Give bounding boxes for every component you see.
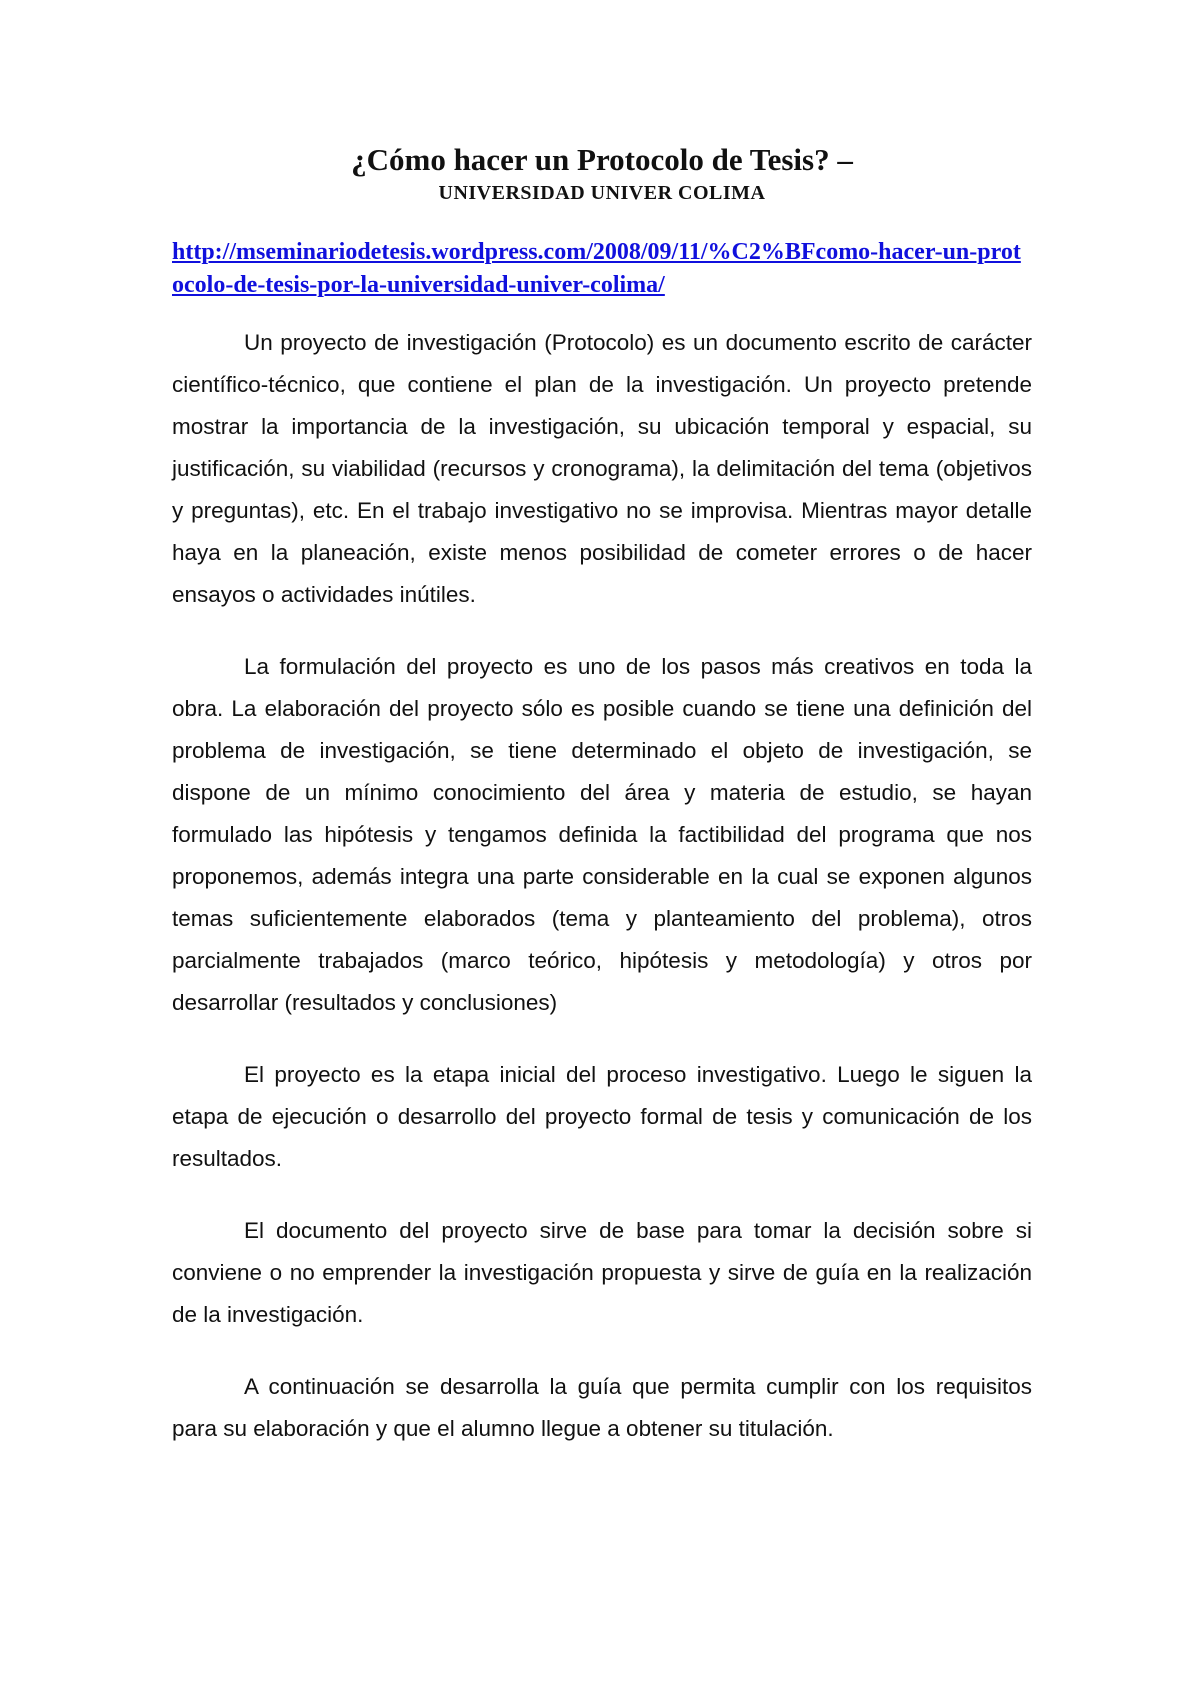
paragraph-5: A continuación se desarrolla la guía que permita cumplir con los requisitos para su elaboración y que el alumno llegue a obtener su titulación.	[172, 1374, 1032, 1441]
document-subtitle: UNIVERSIDAD UNIVER COLIMA	[438, 182, 766, 204]
document-content	[172, 142, 1032, 1450]
document-title: ¿Cómo hacer un Protocolo de Tesis? –	[351, 142, 853, 177]
paragraph-2: La formulación del proyecto es uno de los pasos más creativos en toda la obra. La elaboración del proyecto sólo es posible cuando se tiene una definición del problema de investigación, se tiene determinado el objeto de investigación, se dispone de un mínimo conocimiento del área y materia de estudio, se hayan formulado las hipótesis y tengamos definida la factibilidad del programa que nos proponemos, además integra una parte considerable en la cual se exponen algunos temas suficientemente elaborados (tema y planteamiento del problema), otros parcialmente trabajados (marco teórico, hipótesis y metodología) y otros por desarrollar (resultados y conclusiones)	[172, 654, 1032, 1015]
paragraph-1: Un proyecto de investigación (Protocolo) es un documento escrito de carácter científico-técnico, que contiene el plan de la investigación. Un proyecto pretende mostrar la importancia de la investigación, su ubicación temporal y espacial, su justificación, su viabilidad (recursos y cronograma), la delimitación del tema (objetivos y preguntas), etc. En el trabajo investigativo no se improvisa. Mientras mayor detalle haya en la planeación, existe menos posibilidad de cometer errores o de hacer ensayos o actividades inútiles.	[172, 330, 1032, 607]
paragraph-3: El proyecto es la etapa inicial del proceso investigativo. Luego le siguen la etapa de ejecución o desarrollo del proyecto formal de tesis y comunicación de los resultados.	[172, 1062, 1032, 1171]
source-url-link[interactable]: http://mseminariodetesis.wordpress.com/2008/09/11/%C2%BFcomo-hacer-un-protocolo-de-tesis-por-la-universidad-univer-colima/	[172, 239, 1021, 298]
paragraph-4: El documento del proyecto sirve de base para tomar la decisión sobre si conviene o no emprender la investigación propuesta y sirve de guía en la realización de la investigación.	[172, 1218, 1032, 1327]
